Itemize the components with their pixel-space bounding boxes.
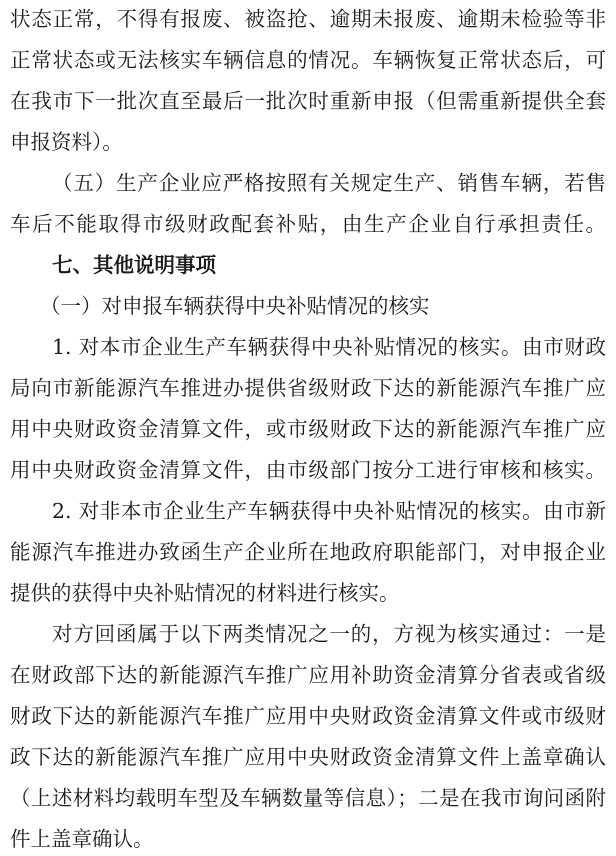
section-heading: 七、其他说明事项 — [52, 253, 216, 277]
paragraph-line: 对方回函属于以下两类情况之一的，方视为核实通过：一是 — [52, 622, 606, 646]
paragraph-line: 能源汽车推进办致函生产企业所在地政府职能部门，对申报企业 — [10, 540, 606, 564]
paragraph-line: 财政下达的新能源汽车推广应用中央财政资金清算文件或市级财 — [10, 704, 606, 728]
paragraph-line: 局向市新能源汽车推进办提供省级财政下达的新能源汽车推广应 — [10, 376, 606, 400]
paragraph-line: 用中央财政资金清算文件，或市级财政下达的新能源汽车推广应 — [10, 417, 606, 441]
paragraph-line: 件上盖章确认。 — [10, 827, 154, 851]
subsection-heading: （一）对申报车辆获得中央补贴情况的核实 — [40, 294, 430, 318]
paragraph-line: 在财政部下达的新能源汽车推广应用补助资金清算分省表或省级 — [10, 663, 606, 687]
paragraph-line: 申报资料）。 — [10, 130, 123, 154]
paragraph-line: （五）生产企业应严格按照有关规定生产、销售车辆，若售 — [52, 171, 606, 195]
paragraph-line: （上述材料均载明车型及车辆数量等信息）；二是在我市询问函附 — [10, 786, 606, 810]
paragraph-line: 提供的获得中央补贴情况的材料进行核实。 — [10, 581, 400, 605]
paragraph-line: 正常状态或无法核实车辆信息的情况。车辆恢复正常状态后，可 — [10, 48, 606, 72]
paragraph-line: 政下达的新能源汽车推广应用中央财政资金清算文件上盖章确认 — [10, 745, 606, 769]
paragraph-line: 1. 对本市企业生产车辆获得中央补贴情况的核实。由市财政 — [52, 335, 606, 359]
paragraph-line: 状态正常，不得有报废、被盗抢、逾期未报废、逾期未检验等非 — [10, 7, 606, 31]
paragraph-line: 用中央财政资金清算文件，由市级部门按分工进行审核和核实。 — [10, 458, 606, 482]
paragraph-line: 在我市下一批次直至最后一批次时重新申报（但需重新提供全套 — [10, 89, 606, 113]
paragraph-line: 2. 对非本市企业生产车辆获得中央补贴情况的核实。由市新 — [52, 499, 606, 523]
paragraph-line: 车后不能取得市级财政配套补贴，由生产企业自行承担责任。 — [10, 212, 606, 236]
